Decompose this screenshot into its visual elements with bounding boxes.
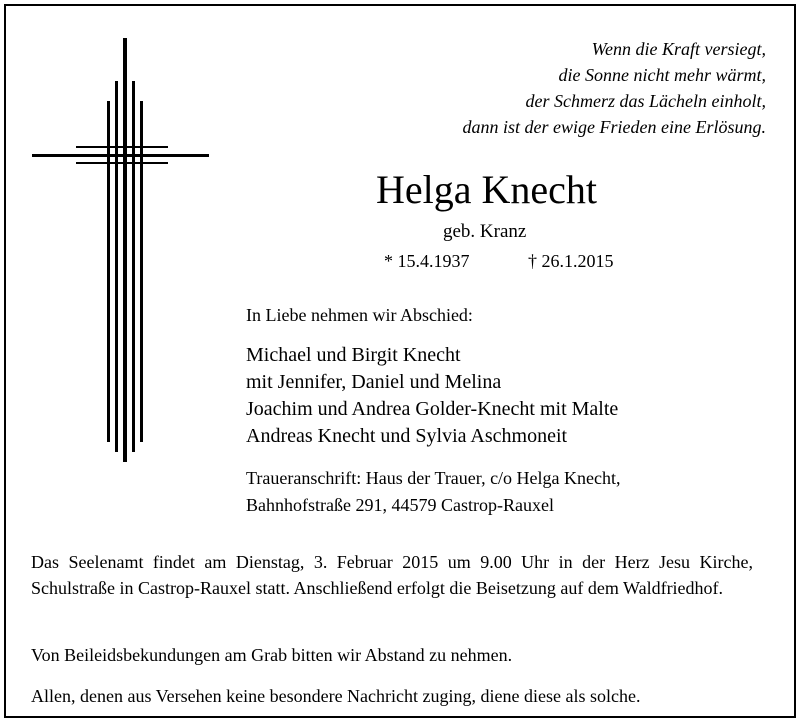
closing-note: Allen, denen aus Versehen keine besondere Nachricht zuging, diene diese als solche. — [31, 686, 641, 706]
poem-line: der Schmerz das Lächeln einholt, — [525, 91, 766, 111]
address-line: Traueranschrift: Haus der Trauer, c/o Helga Knecht, — [246, 468, 621, 488]
mourner-line: mit Jennifer, Daniel und Melina — [246, 371, 502, 393]
poem — [463, 36, 766, 140]
poem-line: Wenn die Kraft versiegt, — [591, 39, 766, 59]
service-announcement: Das Seelenamt findet am Dienstag, 3. Februar 2015 um 9.00 Uhr in der Herz Jesu Kirche, Schulstraße in Castrop-Rauxel statt. Anschließend erfolgt die Beisetzung auf dem Waldfriedhof. — [31, 552, 753, 598]
mourner-line: Michael und Birgit Knecht — [246, 344, 461, 366]
mourning-address — [246, 465, 621, 519]
deceased-name: Helga Knecht — [376, 167, 598, 212]
birth-name: geb. Kranz — [443, 221, 527, 242]
poem-line: die Sonne nicht mehr wärmt, — [558, 65, 766, 85]
condolence-note: Von Beileidsbekundungen am Grab bitten wir Abstand zu nehmen. — [31, 645, 513, 665]
farewell-line: In Liebe nehmen wir Abschied: — [246, 305, 473, 325]
address-line: Bahnhofstraße 291, 44579 Castrop-Rauxel — [246, 495, 554, 515]
mourner-line: Joachim und Andrea Golder-Knecht mit Malte — [246, 398, 619, 420]
mourners-list — [246, 342, 618, 450]
mourner-line: Andreas Knecht und Sylvia Aschmoneit — [246, 425, 568, 447]
cross-icon — [6, 6, 226, 466]
obituary-notice — [4, 4, 796, 718]
death-date: † 26.1.2015 — [528, 251, 614, 271]
poem-line: dann ist der ewige Frieden eine Erlösung. — [462, 117, 766, 137]
birth-date: * 15.4.1937 — [384, 251, 470, 271]
